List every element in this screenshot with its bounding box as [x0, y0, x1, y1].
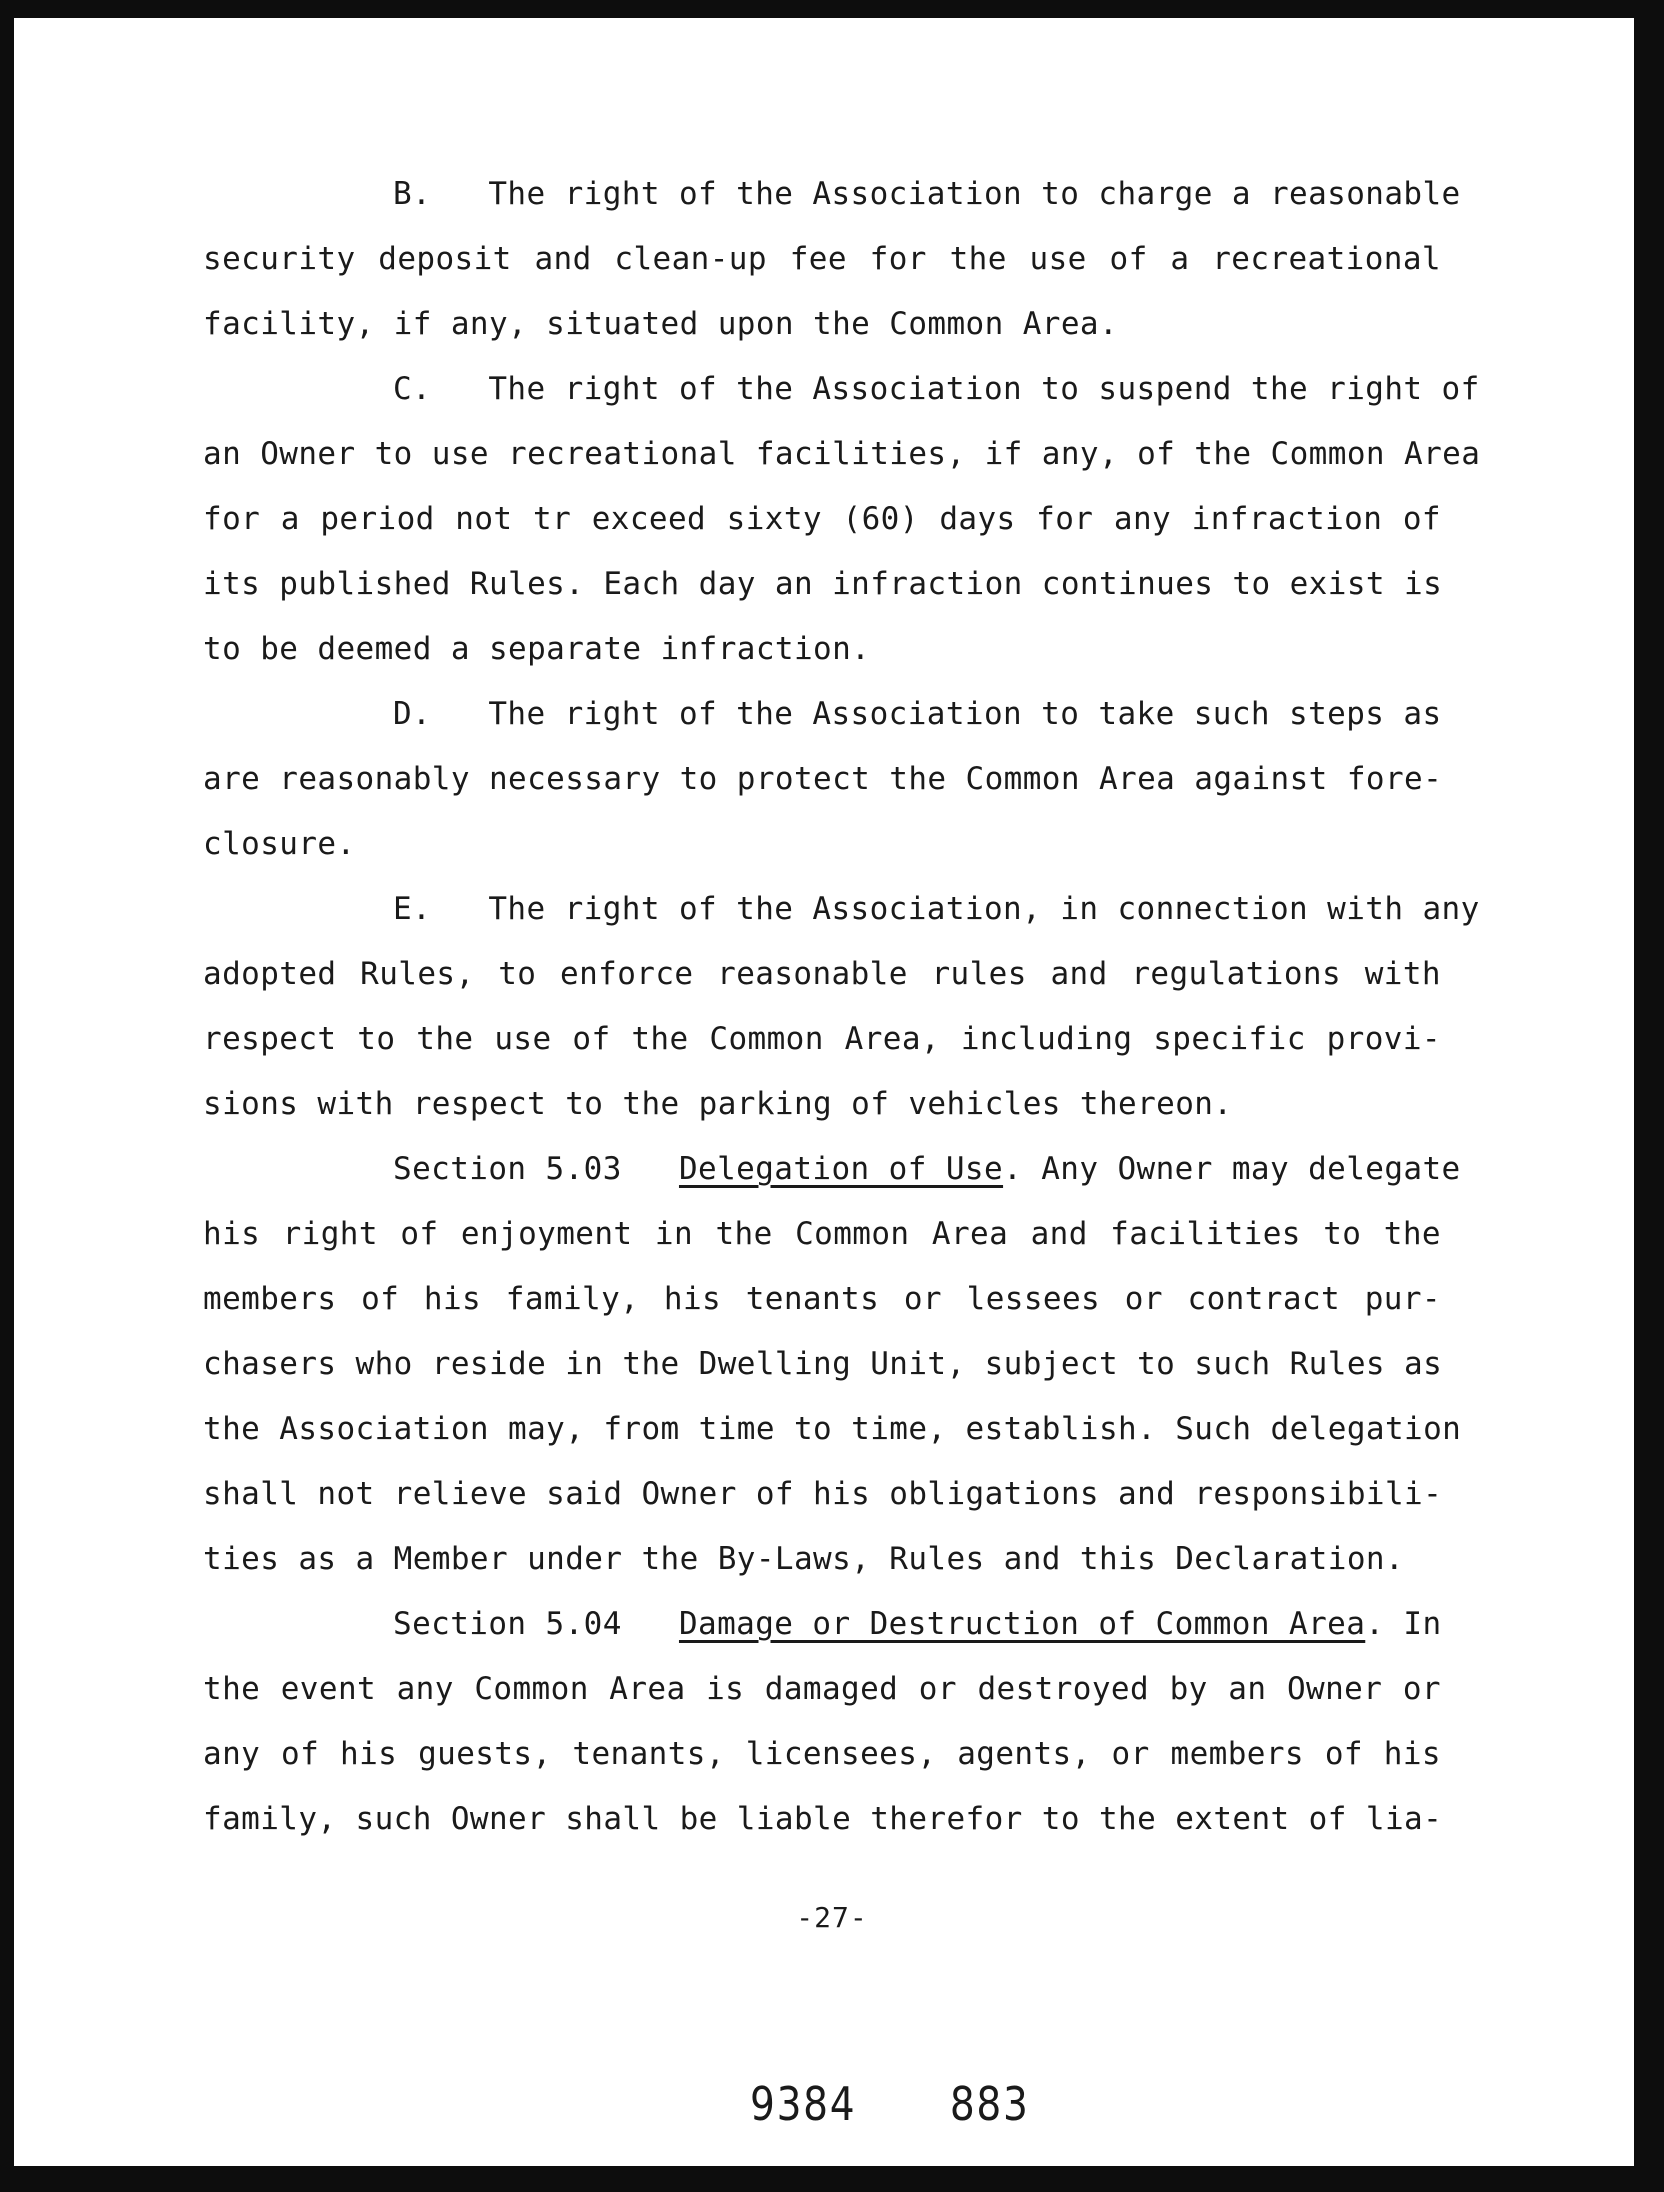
- section-504-title: Damage or Destruction of Common Area: [678, 1606, 1366, 1642]
- section-503-line-3: members of his family, his tenants or lessees or contract pur-: [203, 1281, 1441, 1317]
- section-504-line-1: [393, 1602, 1441, 1646]
- section-504-heading: Section 5.04: [393, 1606, 622, 1642]
- scan-border-top: [0, 0, 1664, 18]
- paragraph-d-line-3: closure.: [203, 826, 356, 862]
- paragraph-e-line-1: E. The right of the Association, in connection with any: [393, 891, 1480, 927]
- section-503-heading: Section 5.03: [393, 1151, 622, 1187]
- paragraph-c-label: C.: [393, 371, 432, 407]
- paragraph-b-line-2: security deposit and clean-up fee for the use of a recreational: [203, 241, 1441, 277]
- paragraph-d-label: D.: [393, 696, 432, 732]
- paragraph-b-line-3: facility, if any, situated upon the Common Area.: [203, 306, 1119, 342]
- paragraph-d-line-1: D. The right of the Association to take such steps as: [393, 696, 1442, 732]
- paragraph-b-label: B.: [393, 176, 432, 212]
- paragraph-c-line-1: C. The right of the Association to suspend the right of: [393, 371, 1480, 407]
- section-503-line-1: [393, 1147, 1461, 1191]
- section-504-line-3: any of his guests, tenants, licensees, agents, or members of his: [203, 1736, 1441, 1772]
- paragraph-b-line-1: B. The right of the Association to charge a reasonable: [393, 176, 1461, 212]
- section-503-line-6: shall not relieve said Owner of his obligations and responsibili-: [203, 1476, 1443, 1512]
- paragraph-d-line-2: are reasonably necessary to protect the Common Area against fore-: [203, 761, 1443, 797]
- document-stamp: [750, 2076, 1030, 2132]
- stamp-book-number: 9384: [750, 2077, 857, 2131]
- section-504-lead: . In: [1365, 1606, 1442, 1642]
- section-503-title: Delegation of Use: [678, 1151, 1004, 1187]
- paragraph-e-line-4: sions with respect to the parking of vehicles thereon.: [203, 1086, 1233, 1122]
- paragraph-c-line-3: for a period not tr exceed sixty (60) days for any infraction of: [203, 501, 1441, 537]
- scan-border-left: [0, 0, 14, 2192]
- paragraph-e-line-3: respect to the use of the Common Area, including specific provi-: [203, 1021, 1441, 1057]
- stamp-page-number: 883: [949, 2077, 1030, 2131]
- paragraph-c-line-2: an Owner to use recreational facilities, if any, of the Common Area: [203, 436, 1481, 472]
- paragraph-e-line-2: adopted Rules, to enforce reasonable rules and regulations with: [203, 956, 1441, 992]
- scan-border-right: [1634, 0, 1664, 2192]
- paragraph-c-line-4: its published Rules. Each day an infraction continues to exist is: [203, 566, 1443, 602]
- section-503-lead: . Any Owner may delegate: [1003, 1151, 1461, 1187]
- section-504-line-4: family, such Owner shall be liable therefor to the extent of lia-: [203, 1801, 1443, 1837]
- section-504-line-2: the event any Common Area is damaged or destroyed by an Owner or: [203, 1671, 1441, 1707]
- section-503-line-7: ties as a Member under the By-Laws, Rules and this Declaration.: [203, 1541, 1405, 1577]
- paragraph-c-line-5: to be deemed a separate infraction.: [203, 631, 871, 667]
- section-503-line-2: his right of enjoyment in the Common Area and facilities to the: [203, 1216, 1441, 1252]
- page-number: -27-: [796, 1901, 868, 1934]
- scan-border-bottom: [0, 2166, 1664, 2192]
- section-503-line-4: chasers who reside in the Dwelling Unit, subject to such Rules as: [203, 1346, 1443, 1382]
- section-503-line-5: the Association may, from time to time, establish. Such delegation: [203, 1411, 1462, 1447]
- paragraph-e-label: E.: [393, 891, 432, 927]
